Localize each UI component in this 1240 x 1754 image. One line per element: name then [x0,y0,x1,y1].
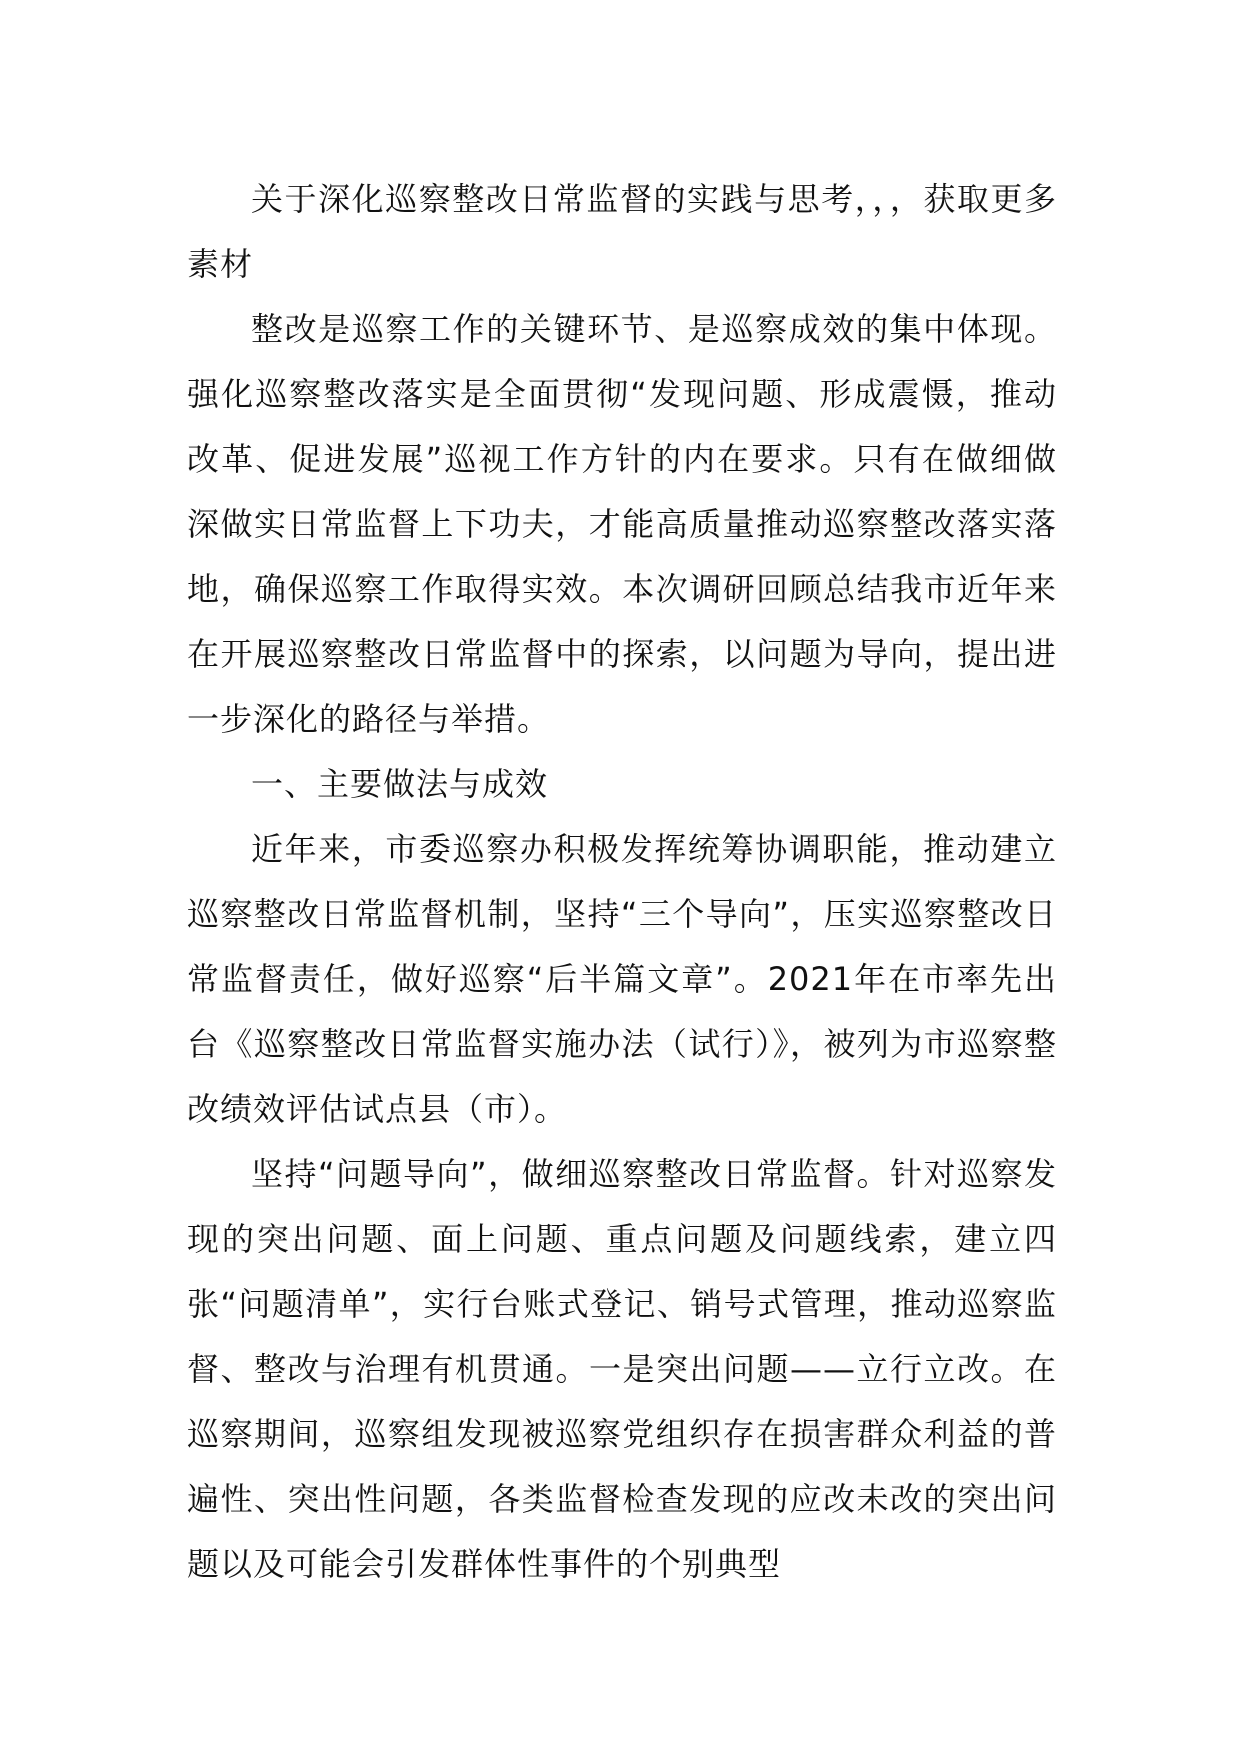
paragraph-problem-orientation: 坚持“问题导向”，做细巡察整改日常监督。针对巡察发现的突出问题、面上问题、重点问题及问题线索，建立四张“问题清单”，实行台账式登记、销号式管理，推动巡察监督、整改与治理有机贯通。一是突出问题——立行立改。在巡察期间，巡察组发现被巡察党组织存在损害群众利益的普遍性、突出性问题，各类监督检查发现的应改未改的突出问题以及可能会引发群体性事件的个别典型 [187,1155,1057,1583]
document-page [187,167,1057,1597]
document-title: 关于深化巡察整改日常监督的实践与思考，，，获取更多素材 [187,180,1057,283]
paragraph-intro: 整改是巡察工作的关键环节、是巡察成效的集中体现。强化巡察整改落实是全面贯彻“发现问题、形成震慑，推动改革、促进发展”巡视工作方针的内在要求。只有在做细做深做实日常监督上下功夫，才能高质量推动巡察整改落实落地，确保巡察工作取得实效。本次调研回顾总结我市近年来在开展巡察整改日常监督中的探索，以问题为导向，提出进一步深化的路径与举措。 [187,310,1057,738]
paragraph-background: 近年来，市委巡察办积极发挥统筹协调职能，推动建立巡察整改日常监督机制，坚持“三个导向”，压实巡察整改日常监督责任，做好巡察“后半篇文章”。2021年在市率先出台《巡察整改日常监督实施办法（试行）》，被列为市巡察整改绩效评估试点县（市）。 [187,830,1057,1128]
section-heading: 一、主要做法与成效 [251,765,549,803]
